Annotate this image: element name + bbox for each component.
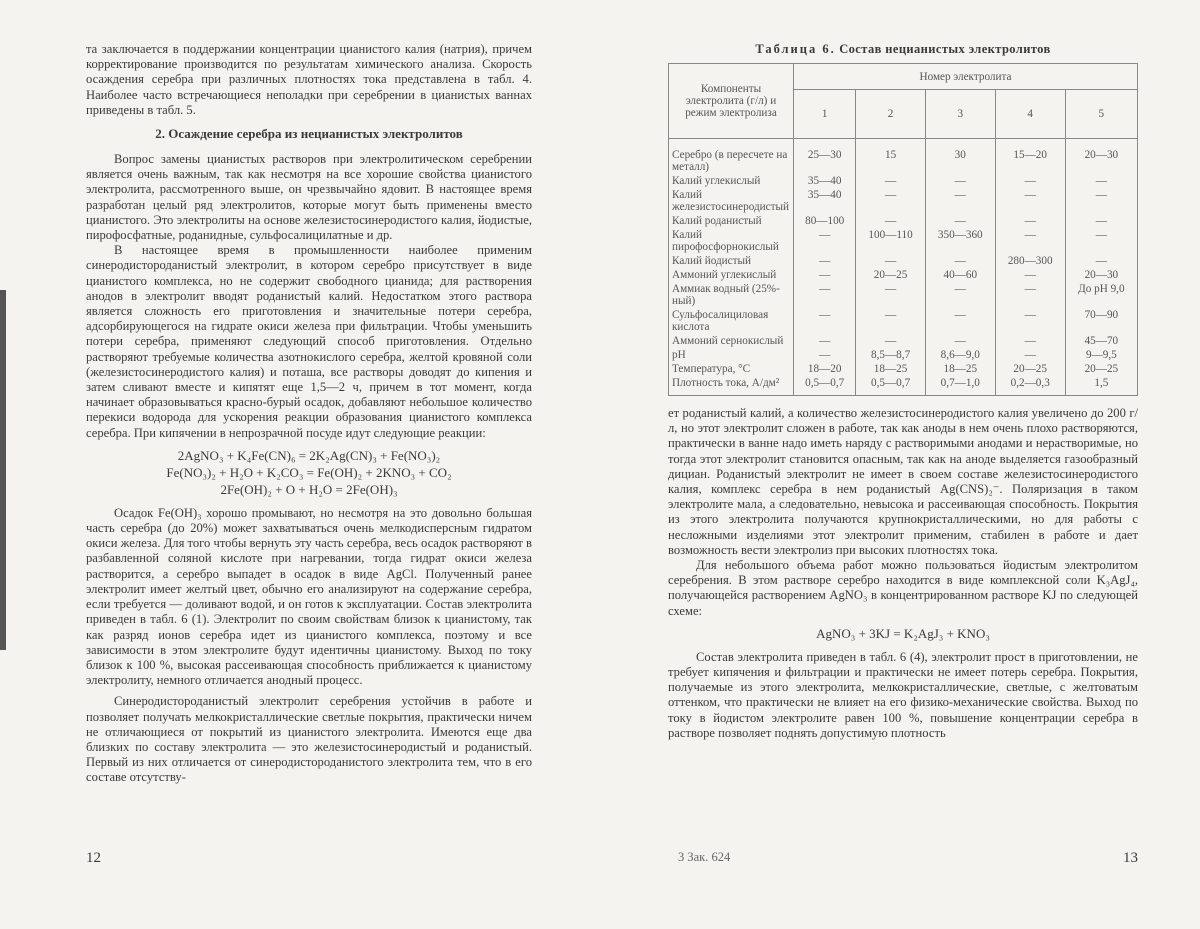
table-column-header: 4 — [995, 90, 1065, 139]
table-cell-value: 9—9,5 — [1065, 348, 1137, 362]
table-cell-value: 1,5 — [1065, 376, 1137, 396]
electrolyte-table — [668, 63, 1138, 396]
table-row — [669, 174, 1138, 188]
table-cell-value: — — [794, 228, 856, 254]
table-header-number: Номер электролита — [794, 64, 1138, 90]
table-row — [669, 228, 1138, 254]
table-header-components: Компоненты электролита (г/л) и режим электролиза — [669, 64, 794, 139]
section-heading: 2. Осаждение серебра из нецианистых электролитов — [155, 126, 463, 142]
table-cell-value: — — [925, 308, 995, 334]
paragraph: ет роданистый калий, а количество железистосинеродистого калия увеличено до 200 г/л, но этот электролит сложен в работе, так как аноды в нем очень плохо растворяются, практически в ванне надо иметь наряду с растворимыми анодами и нерастворимые, но тогда этот электролит становится опасным, так как на аноде выделяется газообразный дициан. Роданистый электролит не имеет в своем составе железистосинеродистого калия, комплекс серебра в нем роданистый Ag(CNS)₂⁻. Поляризация в таком электролите мала, а следовательно, невысока и рассеивающая способность. Покрытия из этого электролита получаются крупнокристаллическими, но для работы с несложными изделиями этот электролит применим, стабилен в работе и дает возможность вести электролиз при высоких плотностях тока. — [668, 406, 1138, 557]
page-number: 12 — [86, 850, 101, 866]
table-row — [669, 268, 1138, 282]
table-cell-value: — — [794, 334, 856, 348]
table-cell-value: — — [794, 268, 856, 282]
table-cell-value: — — [995, 282, 1065, 308]
table-cell-value: — — [925, 214, 995, 228]
table-cell-value: — — [995, 174, 1065, 188]
paragraph: Осадок Fe(OH)₃ хорошо промывают, но несмотря на это довольно большая часть серебра (до 20%) может захватываться очень мелкодисперсным гидратом окиси железа. Для того чтобы вернуть эту часть серебра, весь осадок растворяют в разбавленной соляной кислоте при нагревании, тогда гидрат окиси железа растворится, а серебро выпадет в осадок в виде AgCl. Полученный ранее электролит имеет желтый цвет, обычно его анализируют на содержание серебра, если требуется — доливают водой, и он готов к эксплуатации. Состав электролита приведен в табл. 6 (1). Электролит по своим свойствам близок к цианистому, так как разряд ионов серебра идет из цианистого комплекса, поэтому и все зависимости в этом электролите будут идентичны цианистому. Выход по току близок к 100 %, высокая рассеивающая способность приближается к цианистому электролиту, немного отличается анодный процесс. — [86, 505, 532, 688]
table-cell-value: — — [856, 308, 925, 334]
table-cell-value: 15 — [856, 139, 925, 175]
table-cell-value: — — [925, 282, 995, 308]
paragraph: Вопрос замены цианистых растворов при электролитическом серебрении является очень важным, так как несмотря на все хорошие свойства цианистого электролита, рассмотренного выше, он чрезвычайно ядовит. В настоящее время разработан целый ряд электролитов, которые могут быть применены вместо цианистого. Это электролиты на основе железистосинеродистого калия, йодистые, пирофосфатные, роданидные, сульфосалицилатные и др. — [86, 152, 532, 243]
table-cell-value: 20—25 — [995, 362, 1065, 376]
table-cell-component: Аммоний углекислый — [669, 268, 794, 282]
table-cell-value: — — [794, 282, 856, 308]
table-cell-value: — — [995, 334, 1065, 348]
table-cell-value: 15—20 — [995, 139, 1065, 175]
table-cell-value: 25—30 — [794, 139, 856, 175]
table-body — [669, 139, 1138, 396]
table-cell-value: До pH 9,0 — [1065, 282, 1137, 308]
table-cell-component: Сульфосалициловая кислота — [669, 308, 794, 334]
table-cell-value: — — [925, 188, 995, 214]
table-cell-value: 20—25 — [1065, 362, 1137, 376]
table-cell-value: 20—25 — [856, 268, 925, 282]
paragraph: В настоящее время в промышленности наиболее применим синеродистороданистый электролит, в котором серебро присутствует в виде цианистого комплекса, но не содержит свободного цианида; для растворения анодов в электролит вводят роданистый калий. Недостатком этого раствора является сложность его приготовления и значительные потери серебра, адсорбирующегося на гидрате окиси железа при фильтрации. Чтобы уменьшить потери серебра, применяют следующий способ приготовления. Отдельно растворяют требуемые количества азотнокислого серебра, желтой кровяной соли (железистосинеродистого калия) и поташа, все растворы доводят до кипения и затем сливают вместе и кипятят еще 1,5—2 ч, причем в тот момент, когда начинает образовываться красно-бурый осадок, добавляют небольшое количество перекиси водорода для ускорения реакции образования цианистого комплекса серебра. При кипячении в непрозрачной посуде идут следующие реакции: — [86, 243, 532, 440]
reaction-formulas — [86, 447, 532, 498]
table-row — [669, 376, 1138, 396]
table-cell-value: — — [995, 348, 1065, 362]
table-row — [669, 139, 1138, 175]
signature-mark: 3 Зак. 624 — [678, 850, 731, 864]
table-cell-component: Аммоний сернокислый — [669, 334, 794, 348]
table-cell-value: — — [925, 174, 995, 188]
table-cell-component: Температура, °С — [669, 362, 794, 376]
table-cell-value: 18—25 — [856, 362, 925, 376]
table-cell-value: 35—40 — [794, 174, 856, 188]
table-row — [669, 362, 1138, 376]
table-cell-component: Серебро (в пересчете на металл) — [669, 139, 794, 175]
table-row — [669, 282, 1138, 308]
table-cell-value: 8,5—8,7 — [856, 348, 925, 362]
table-row — [669, 308, 1138, 334]
table-cell-value: 100—110 — [856, 228, 925, 254]
table-cell-component: Калий углекислый — [669, 174, 794, 188]
paragraph: Для небольшого объема работ можно пользоваться йодистым электролитом серебрения. В этом растворе серебро находится в виде комплексной соли K₃AgJ₄, получающейся растворением AgNO₃ в концентрированном растворе KJ по следующей схеме: — [668, 558, 1138, 618]
table-cell-value: 0,5—0,7 — [856, 376, 925, 396]
table-cell-value: 0,7—1,0 — [925, 376, 995, 396]
table-cell-value: 0,2—0,3 — [995, 376, 1065, 396]
table-cell-component: Калий железистосинеродистый — [669, 188, 794, 214]
table-cell-value: 80—100 — [794, 214, 856, 228]
table-cell-component: Калий пирофосфорнокислый — [669, 228, 794, 254]
table-cell-value: 45—70 — [1065, 334, 1137, 348]
table-cell-value: 18—25 — [925, 362, 995, 376]
table-cell-value: — — [856, 174, 925, 188]
table-cell-value: — — [856, 254, 925, 268]
table-cell-component: Аммиак водный (25%-ный) — [669, 282, 794, 308]
table-cell-value: 20—30 — [1065, 268, 1137, 282]
table-cell-value: — — [1065, 188, 1137, 214]
table-cell-value: — — [925, 254, 995, 268]
table-cell-value: 40—60 — [925, 268, 995, 282]
table-column-header: 2 — [856, 90, 925, 139]
reaction-formula: AgNO₃ + 3KJ = K₂AgJ₃ + KNO₃ — [816, 625, 990, 641]
table-cell-value: — — [856, 282, 925, 308]
table-cell-value: 0,5—0,7 — [794, 376, 856, 396]
table-cell-value: 20—30 — [1065, 139, 1137, 175]
table-cell-value: — — [1065, 214, 1137, 228]
table-row — [669, 334, 1138, 348]
table-cell-value: 18—20 — [794, 362, 856, 376]
table-column-header: 5 — [1065, 90, 1137, 139]
formula-line: Fe(NO₃)₂ + H₂O + K₂CO₃ = Fe(OH)₂ + 2KNO₃ + CO₂ — [166, 464, 452, 480]
table-cell-value: 350—360 — [925, 228, 995, 254]
table-cell-value: 280—300 — [995, 254, 1065, 268]
table-caption-label: Таблица 6. — [755, 42, 836, 56]
table-cell-value: — — [925, 334, 995, 348]
table-cell-value: — — [995, 228, 1065, 254]
table-cell-value: 70—90 — [1065, 308, 1137, 334]
table-cell-value: 8,6—9,0 — [925, 348, 995, 362]
table-column-header: 1 — [794, 90, 856, 139]
table-row — [669, 254, 1138, 268]
table-row — [669, 188, 1138, 214]
right-page — [600, 0, 1200, 929]
table-cell-component: Калий роданистый — [669, 214, 794, 228]
table-cell-value: — — [1065, 254, 1137, 268]
table-cell-value: — — [995, 268, 1065, 282]
intro-paragraph: та заключается в поддержании концентрации цианистого калия (натрия), причем корректирование производится по результатам химического анализа. Скорость осаждения серебра при различных плотностях тока представлена в табл. 4. Наиболее часто встречающиеся неполадки при серебрении в цианистых ваннах приведены в табл. 5. — [86, 42, 532, 117]
table-cell-component: pH — [669, 348, 794, 362]
table-column-header: 3 — [925, 90, 995, 139]
table-cell-value: — — [794, 308, 856, 334]
table-cell-value: 30 — [925, 139, 995, 175]
table-caption — [668, 42, 1138, 57]
formula-line: 2AgNO₃ + K₄Fe(CN)₆ = 2K₂Ag(CN)₃ + Fe(NO₃)₂ — [177, 447, 441, 463]
table-cell-value: — — [1065, 174, 1137, 188]
left-page — [0, 0, 590, 929]
table-cell-value: — — [856, 214, 925, 228]
table-cell-value: — — [856, 334, 925, 348]
formula-line: 2Fe(OH)₂ + O + H₂O = 2Fe(OH)₃ — [220, 481, 398, 497]
table-cell-value: 35—40 — [794, 188, 856, 214]
table-cell-value: — — [1065, 228, 1137, 254]
table-cell-value: — — [995, 308, 1065, 334]
table-row — [669, 214, 1138, 228]
table-row — [669, 348, 1138, 362]
paragraph: Состав электролита приведен в табл. 6 (4), электролит прост в приготовлении, не требует кипячения и фильтрации и практически не имеет потерь серебра. Покрытия, получаемые из этого электролита, мелкокристаллические, светлые, с желтоватым оттенком, что практически не влияет на его физико-механические свойства. Выход по току в йодистом электролите равен 100 %, повышение концентрации серебра в растворе позволяет поднять допустимую плотность — [668, 649, 1138, 740]
table-cell-value: — — [856, 188, 925, 214]
table-cell-value: — — [794, 348, 856, 362]
page-number: 13 — [1123, 850, 1138, 866]
table-cell-component: Плотность тока, А/дм² — [669, 376, 794, 396]
table-cell-value: — — [995, 188, 1065, 214]
table-cell-component: Калий йодистый — [669, 254, 794, 268]
paragraph: Синеродистороданистый электролит серебрения устойчив в работе и позволяет получать мелкокристаллические светлые покрытия, практически ничем не отличающиеся от покрытий из цианистого электролита. Имеются еще два близких по составу электролита — это железистосинеродистый и роданистый. Первый из них отличается от синеродистороданистого электролита тем, что в его составе отсутству- — [86, 694, 532, 785]
table-cell-value: — — [995, 214, 1065, 228]
table-caption-title: Состав нецианистых электролитов — [839, 42, 1051, 56]
table-cell-value: — — [794, 254, 856, 268]
